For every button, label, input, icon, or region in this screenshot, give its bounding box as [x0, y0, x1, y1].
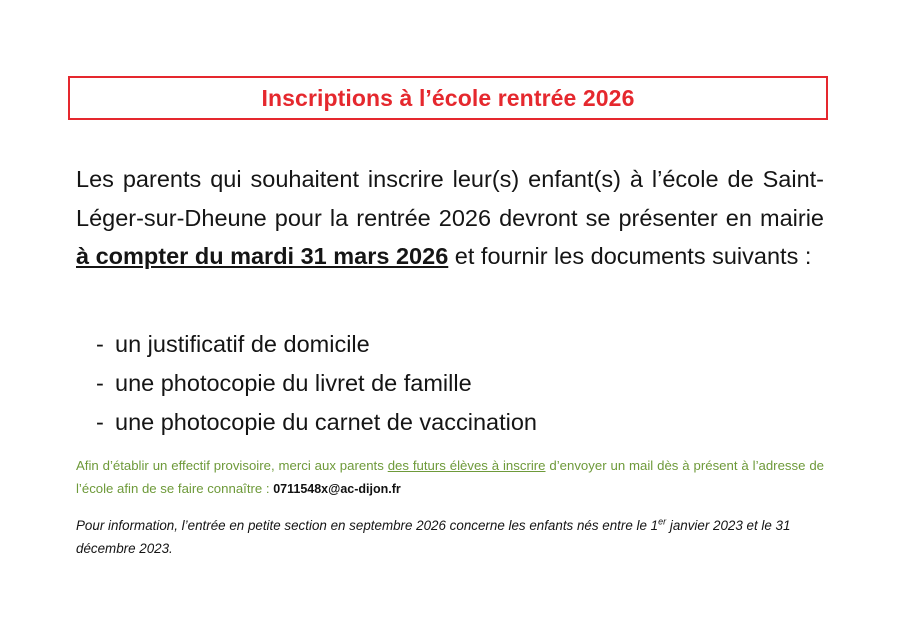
- info-text-end: janvier 2023 et le 31 décembre 2023.: [76, 518, 791, 556]
- list-dash: -: [96, 370, 104, 396]
- list-item-text: une photocopie du carnet de vaccination: [115, 409, 538, 435]
- main-paragraph-end: et fournir les documents suivants :: [448, 243, 812, 269]
- email-note-text-end: d’envoyer un mail dès à présent à l’adresse de l’école afin de se faire connaître :: [76, 458, 824, 496]
- list-item-text: un justificatif de domicile: [115, 331, 370, 357]
- list-item: [96, 364, 537, 403]
- info-text: Pour information, l’entrée en petite section en septembre 2026 concerne les enfants nés entre le 1: [76, 518, 659, 533]
- email-note: [76, 454, 824, 501]
- title-box: [68, 76, 828, 120]
- main-paragraph-text: Les parents qui souhaitent inscrire leur(s) enfant(s) à l’école de Saint-Léger-sur-Dheune pour la rentrée 2026 devront se présenter en mairie: [76, 166, 824, 231]
- list-item-text: une photocopie du livret de famille: [115, 370, 472, 396]
- school-email: 0711548x@ac-dijon.fr: [273, 482, 401, 496]
- ordinal-superscript: er: [658, 516, 667, 527]
- list-item: [96, 325, 537, 364]
- list-dash: -: [96, 409, 104, 435]
- info-paragraph: [76, 514, 824, 560]
- main-paragraph: [76, 160, 824, 276]
- registration-date: à compter du mardi 31 mars 2026: [76, 243, 449, 269]
- future-students-underlined: des futurs élèves à inscrire: [387, 458, 546, 473]
- email-note-text: Afin d’établir un effectif provisoire, merci aux parents: [76, 458, 388, 473]
- list-dash: -: [96, 331, 104, 357]
- documents-list: [96, 325, 537, 442]
- list-item: [96, 403, 537, 442]
- page-title: Inscriptions à l’école rentrée 2026: [261, 84, 635, 111]
